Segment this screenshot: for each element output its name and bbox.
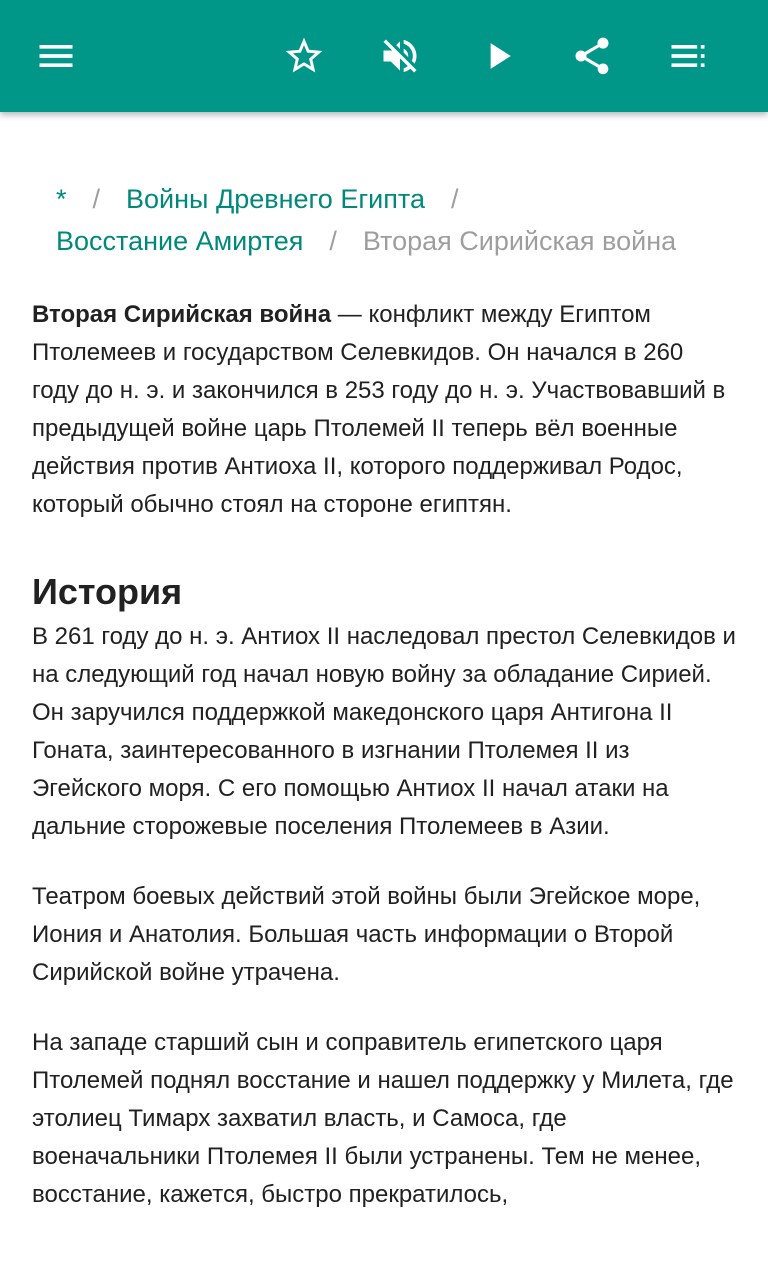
playlist-icon — [666, 34, 710, 78]
breadcrumb-current: Вторая Сирийская война — [362, 226, 677, 256]
play-icon — [476, 34, 520, 78]
breadcrumb-home-link[interactable]: * — [56, 184, 67, 214]
bookmark-button[interactable] — [276, 28, 332, 84]
share-icon — [570, 34, 614, 78]
breadcrumb-separator: / — [329, 226, 337, 256]
app-toolbar — [0, 0, 768, 112]
share-button[interactable] — [564, 28, 620, 84]
star-icon — [282, 34, 326, 78]
breadcrumb-link-wars[interactable]: Войны Древнего Египта — [126, 184, 425, 214]
menu-icon — [34, 34, 78, 78]
paragraph: В 261 году до н. э. Антиох II наследовал престол Селевкидов и на следующий год начал новую войну за обладание Сирией. Он заручился поддержкой македонского царя Антигона II Гоната, заинтересованного в изгнании Птолемея II из Эгейского моря. С его помощью Антиох II начал атаки на дальние сторожевые поселения Птолемеев в Азии. — [32, 623, 736, 840]
volume-off-icon — [378, 34, 422, 78]
paragraph: На западе старший сын и соправитель египетского царя Птолемей поднял восстание и нашел поддержку у Милета, где этолиец Тимарх захватил власть, и Самоса, где военачальники Птолемея II были устранены. Тем не менее, восстание, кажется, быстро прекратилось, — [32, 1029, 734, 1208]
lead-text: — конфликт между Египтом Птолемеев и государством Селевкидов. Он начался в 260 году до н. э. и закончился в 253 году до н. э. Участвовавший в предыдущей войне царь Птолемей II теперь вёл военные действия против Антиоха II, которого поддерживал Родос, который обычно стоял на стороне египтян. — [32, 301, 726, 518]
article-body — [32, 296, 736, 1214]
lead-term: Вторая Сирийская война — [32, 301, 332, 328]
breadcrumb-separator: / — [450, 184, 459, 214]
breadcrumb-separator: / — [92, 184, 101, 214]
article-content — [0, 112, 768, 1280]
mute-button[interactable] — [372, 28, 428, 84]
lead-paragraph — [32, 296, 736, 524]
play-button[interactable] — [470, 28, 526, 84]
breadcrumb-link-uprising[interactable]: Восстание Амиртея — [56, 226, 304, 256]
section-title: История — [32, 571, 183, 612]
paragraph: Театром боевых действий этой войны были Эгейское море, Иония и Анатолия. Большая часть информации о Второй Сирийской войне утрачена. — [32, 883, 701, 986]
menu-button[interactable] — [28, 28, 84, 84]
contents-button[interactable] — [660, 28, 716, 84]
breadcrumb — [56, 178, 736, 262]
